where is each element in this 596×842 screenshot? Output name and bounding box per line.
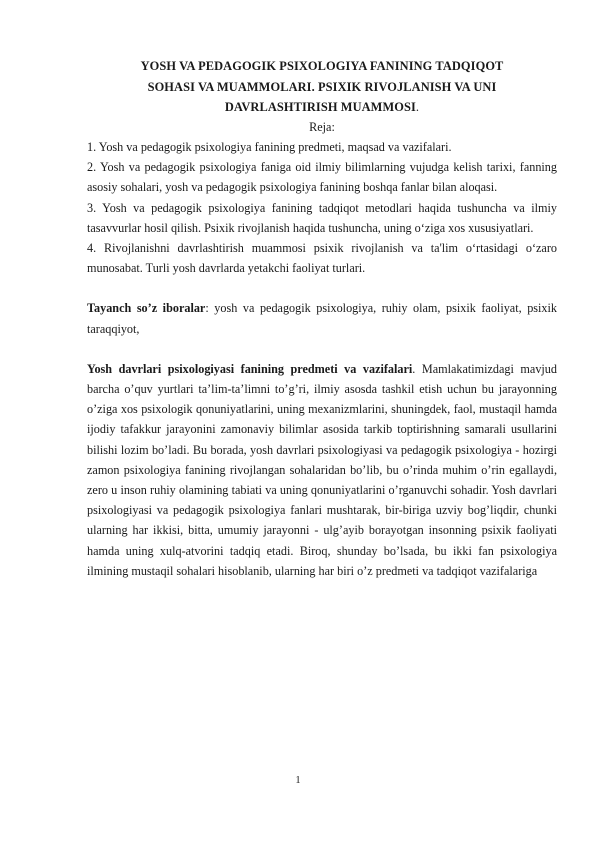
section-heading: Yosh davrlari psixologiyasi fanining predmeti va vazifalari <box>87 361 413 376</box>
section-paragraph <box>87 359 557 581</box>
document-title <box>87 56 557 118</box>
keywords-text: : yosh va pedagogik psixologiya, ruhiy olam, psixik faoliyat, psixik taraqqiyot, <box>87 301 557 336</box>
title-line-3-period: . <box>415 100 420 115</box>
keywords-label: Tayanch so’z iboralar <box>87 301 206 316</box>
plan-item-2: 2. Yosh va pedagogik psixologiya faniga oid ilmiy bilimlarning vujudga kelish tarixi, fanning asosiy sohalari, yosh va pedagogik psixologiya fanining boshqa fanlar bilan aloqasi. <box>87 160 557 195</box>
plan-item-3: 3. Yosh va pedagogik psixologiya fanining tadqiqot metodlari haqida tushuncha va ilmiy tasavvurlar hosil qilish. Psixik rivojlanish haqida tushuncha, uning o‘ziga xos xususiyatlari. <box>87 200 557 235</box>
plan-item-4: 4. Rivojlanishni davrlashtirish muammosi psixik rivojlanish va ta'lim o‘rtasidagi o‘zaro munosabat. Turli yosh davrlarda yetakchi faoliyat turlari. <box>87 241 557 276</box>
title-line-3 <box>87 97 557 118</box>
plan-item-1: 1. Yosh va pedagogik psixologiya fanining predmeti, maqsad va vazifalari. <box>87 139 452 154</box>
section-text: . Mamlakatimizdagi mavjud barcha o’quv yurtlari ta’lim-ta’limni to’g’ri, ilmiy asosda tashkil etish uchun bu jarayonning o’ziga xos psixologik qonuniyatlarini, uning mexanizmlarini, shuningdek, faol, mustaqil hamda ijodiy tafakkur jarayonini zamonaviy bilimlar asosida tarkib toptirishning samarali usullarini bilishi lozim bo’ladi. Bu borada, yosh davrlari psixologiyasi va pedagogik psixologiya - hozirgi zamon psixologiya fanining rivojlangan sohalaridan bo’lib, bu o’rinda muhim o’rin egallaydi, zero u inson ruhiy olamining tabiati va uning qonuniyatlarini o’rganuvchi sohadir. Yosh davrlari psixologiyasi va pedagogik psixologiya fanlari mushtarak, bir-biriga uzviy bog’liqdir, chunki ularning har ikkisi, bitta, umumiy jarayonni - ulg’ayib borayotgan insonning psixik faoliyati hamda uning xulq-atvorini tadqiq etadi. Biroq, shunday bo’lsada, bu ikki fan psixologiya ilmining mustaqil sohalari hisoblanib, ularning har biri o’z predmeti va tadqiqot vazifalariga <box>87 361 557 578</box>
title-line-2: SOHASI VA MUAMMOLARI. PSIXIK RIVOJLANISH VA UNI <box>147 79 497 94</box>
plan-heading: Reja: <box>309 119 335 134</box>
title-line-3-text: DAVRLASHTIRISH MUAMMOSI <box>224 100 416 115</box>
spacer <box>87 278 557 298</box>
title-line-1: YOSH VA PEDAGOGIK PSIXOLOGIYA FANINING TADQIQOT <box>140 59 504 73</box>
document-page <box>87 56 557 581</box>
spacer <box>87 339 557 359</box>
page-number: 1 <box>295 775 301 786</box>
keywords-paragraph <box>87 298 557 338</box>
